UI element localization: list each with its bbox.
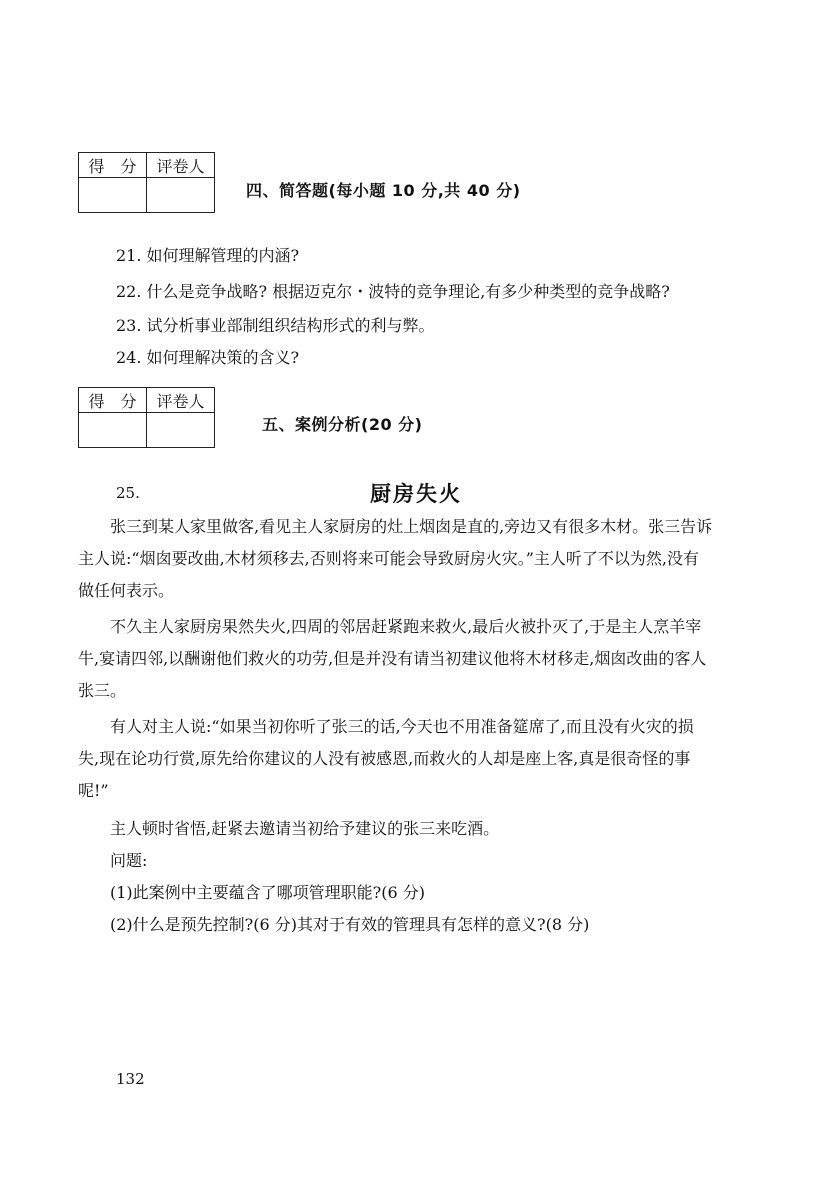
case-number: 25. [116,484,140,502]
question-21: 21. 如何理解管理的内涵? [116,246,300,265]
paragraph-2-line-1: 不久主人家厨房果然失火,四周的邻居赶紧跑来救火,最后火被扑灭了,于是主人烹羊宰 [78,617,702,636]
paragraph-1-line-1: 张三到某人家里做客,看见主人家厨房的灶上烟囱是直的,旁边又有很多木材。张三告诉 [78,517,713,536]
question-23: 23. 试分析事业部制组织结构形式的利与弊。 [116,316,435,335]
grader-label: 评卷人 [147,153,215,178]
score-cell [79,413,147,448]
score-box-section-4 [78,152,215,213]
questions-label: 问题: [78,851,148,870]
grader-cell [147,413,215,448]
case-title: 厨房失火 [370,482,462,506]
paragraph-4-line-1: 主人顿时省悟,赶紧去邀请当初给予建议的张三来吃酒。 [78,819,500,838]
page-number: 132 [116,1070,145,1088]
question-22: 22. 什么是竞争战略? 根据迈克尔・波特的竞争理论,有多少种类型的竞争战略? [116,282,670,301]
grader-cell [147,178,215,213]
question-24: 24. 如何理解决策的含义? [116,348,300,367]
section-5-title: 五、案例分析(20 分) [262,415,423,434]
paragraph-2-line-3: 张三。 [78,681,127,700]
section-4-title: 四、简答题(每小题 10 分,共 40 分) [246,181,521,200]
paragraph-1-line-2: 主人说:“烟囱要改曲,木材须移去,否则将来可能会导致厨房火灾。”主人听了不以为然,没有 [78,549,700,568]
score-cell [79,178,147,213]
grader-label: 评卷人 [147,388,215,413]
paragraph-1-line-3: 做任何表示。 [78,581,175,600]
paragraph-3-line-2: 失,现在论功行赏,原先给你建议的人没有被感恩,而救火的人却是座上客,真是很奇怪的事 [78,749,691,768]
case-question-1: (1)此案例中主要蕴含了哪项管理职能?(6 分) [78,883,425,902]
score-label: 得 分 [79,388,147,413]
case-question-2: (2)什么是预先控制?(6 分)其对于有效的管理具有怎样的意义?(8 分) [78,915,590,934]
paragraph-2-line-2: 牛,宴请四邻,以酬谢他们救火的功劳,但是并没有请当初建议他将木材移走,烟囱改曲的客人 [78,649,707,668]
score-label: 得 分 [79,153,147,178]
paragraph-3-line-1: 有人对主人说:“如果当初你听了张三的话,今天也不用准备筵席了,而且没有火灾的损 [78,717,694,736]
score-box-section-5 [78,387,215,448]
paragraph-3-line-3: 呢!” [78,781,109,800]
